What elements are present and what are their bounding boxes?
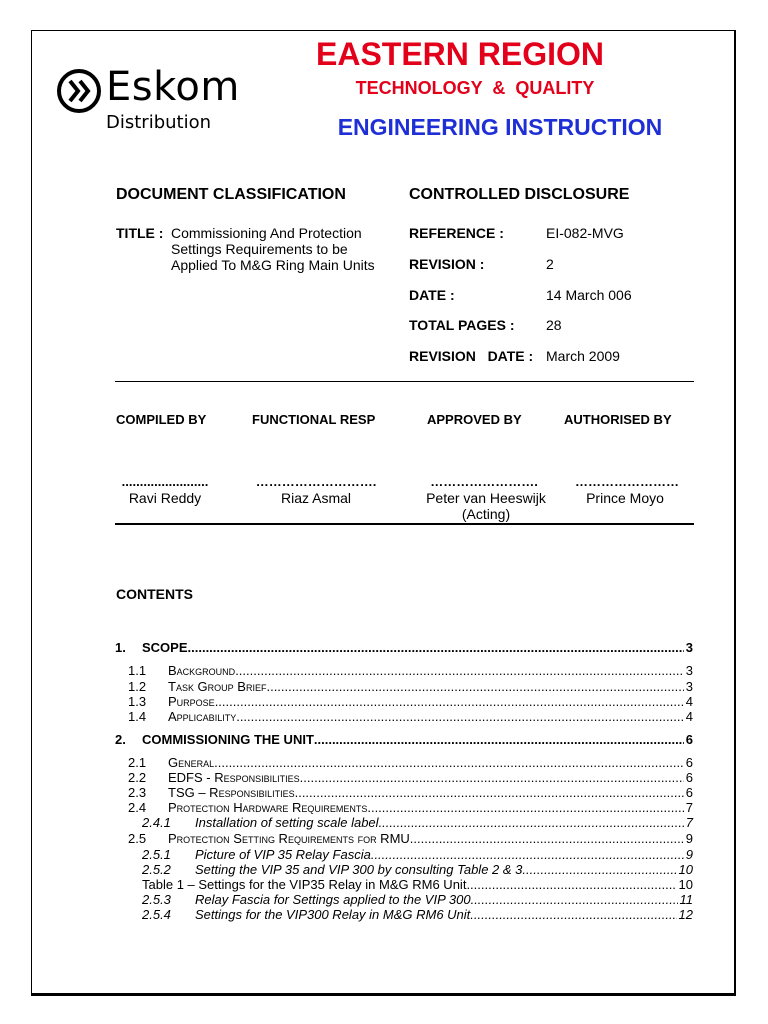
toc-leader-dots [367, 801, 683, 815]
toc-leader-dots [410, 832, 684, 846]
toc-item-title: EDFS - Responsibilities [168, 770, 300, 785]
toc-item-page: 7 [685, 815, 693, 830]
classification-label: DOCUMENT CLASSIFICATION [116, 186, 346, 203]
title-line-2: Settings Requirements to be [171, 241, 348, 257]
toc-item[interactable] [128, 801, 693, 815]
toc-item-title: Protection Setting Requirements for RMU [168, 831, 410, 846]
toc-item[interactable] [128, 695, 693, 709]
toc-item-title: Background [168, 663, 236, 678]
toc-item-page: 6 [685, 732, 693, 747]
toc-item-number: 1.3 [128, 694, 147, 709]
toc-item-page: 3 [685, 679, 693, 694]
region-title: EASTERN REGION [315, 36, 605, 72]
toc-item[interactable] [128, 710, 693, 724]
toc-leader-dots [295, 786, 684, 800]
toc-leader-dots [300, 771, 684, 785]
toc-item-page: 6 [685, 770, 693, 785]
revision-date-value: March 2009 [546, 348, 620, 364]
toc-item-number: 2.5.2 [142, 862, 171, 877]
toc-leader-dots [470, 908, 676, 922]
toc-item-page: 6 [685, 785, 693, 800]
toc-leader-dots [188, 641, 684, 655]
toc-item[interactable] [115, 733, 693, 747]
toc-item[interactable] [142, 848, 693, 862]
toc-item-number: 2.5.1 [142, 847, 171, 862]
title-label: TITLE : [116, 225, 164, 241]
toc-item[interactable] [115, 641, 693, 655]
toc-item-title: SCOPE [142, 640, 188, 655]
toc-item[interactable] [142, 878, 693, 892]
toc-item-title: Picture of VIP 35 Relay Fascia [195, 847, 371, 862]
toc-item-title: COMMISSIONING THE UNIT [142, 732, 314, 747]
date-value: 14 March 006 [546, 287, 632, 303]
toc-item-number: 2. [115, 732, 126, 747]
approved-by-note: (Acting) [461, 506, 511, 522]
toc-item-title: Purpose [168, 694, 215, 709]
toc-leader-dots [214, 756, 684, 770]
revision-label: REVISION : [409, 256, 485, 272]
toc-item-page: 4 [685, 709, 693, 724]
functional-resp-label: FUNCTIONAL RESP [252, 412, 376, 427]
title-line-1: Commissioning And Protection [171, 225, 362, 241]
divider-bottom [115, 523, 694, 525]
toc-item-title: Task Group Brief [168, 679, 267, 694]
toc-item-number: 2.4 [128, 800, 147, 815]
toc-item-number: 2.5.4 [142, 907, 171, 922]
toc-item[interactable] [128, 680, 693, 694]
toc-item-title: Settings for the VIP300 Relay in M&G RM6 Unit [195, 907, 471, 922]
toc-item-page: 10 [678, 877, 693, 892]
toc-item[interactable] [142, 893, 693, 907]
toc-item-number: 2.5.3 [142, 892, 171, 907]
toc-item-page: 7 [685, 800, 693, 815]
toc-item-page: 11 [679, 892, 693, 907]
reference-value: EI-082-MVG [546, 225, 624, 241]
revision-date-label: REVISION DATE : [409, 348, 534, 364]
toc-item[interactable] [128, 832, 693, 846]
approved-by-name: Peter van Heeswijk [426, 490, 546, 506]
logo-wordmark: Eskom [106, 64, 240, 110]
toc-item-title: TSG – Responsibilities [168, 785, 295, 800]
toc-leader-dots [371, 848, 684, 862]
functional-resp-signature-line: ………………………. [255, 474, 377, 489]
classification-value: CONTROLLED DISCLOSURE [409, 186, 630, 203]
toc-item-page: 12 [678, 907, 693, 922]
toc-item-title: Table 1 – Settings for the VIP35 Relay in M&G RM6 Unit [142, 877, 467, 892]
toc-item-title: Installation of setting scale label [195, 815, 379, 830]
toc-item[interactable] [128, 771, 693, 785]
toc-item-title: Setting the VIP 35 and VIP 300 by consulting Table 2 & 3 [195, 862, 523, 877]
total-pages-label: TOTAL PAGES : [409, 317, 515, 333]
toc-item[interactable] [142, 908, 693, 922]
technology-quality-subtitle: TECHNOLOGY & QUALITY [355, 78, 595, 98]
engineering-instruction-title: ENGINEERING INSTRUCTION [337, 114, 663, 140]
toc-item-number: 2.2 [128, 770, 147, 785]
toc-leader-dots [236, 710, 684, 724]
toc-item-page: 9 [685, 847, 693, 862]
toc-item[interactable] [128, 786, 693, 800]
toc-item-number: 1.4 [128, 709, 147, 724]
eskom-logo [56, 62, 256, 142]
toc-item-page: 3 [685, 640, 693, 655]
toc-item-number: 2.4.1 [142, 815, 171, 830]
toc-leader-dots [522, 863, 676, 877]
functional-resp-name: Riaz Asmal [280, 490, 352, 506]
toc-item[interactable] [142, 863, 693, 877]
eskom-emblem-icon [56, 68, 102, 114]
divider-top [115, 381, 694, 382]
toc-leader-dots [471, 893, 678, 907]
toc-leader-dots [235, 664, 684, 678]
toc-leader-dots [266, 680, 683, 694]
compiled-by-name: Ravi Reddy [128, 490, 202, 506]
toc-item-number: 2.3 [128, 785, 147, 800]
toc-item-page: 3 [685, 663, 693, 678]
total-pages-value: 28 [546, 317, 562, 333]
authorised-by-signature-line: …………………… [575, 474, 679, 489]
approved-by-signature-line: ……………………. [430, 474, 538, 489]
toc-item-title: Relay Fascia for Settings applied to the VIP 300 [195, 892, 471, 907]
toc-item-title: General [168, 755, 215, 770]
reference-label: REFERENCE : [409, 225, 504, 241]
compiled-by-label: COMPILED BY [116, 412, 207, 427]
authorised-by-name: Prince Moyo [586, 490, 664, 506]
toc-item[interactable] [128, 756, 693, 770]
approved-by-label: APPROVED BY [427, 412, 522, 427]
toc-item-number: 1.1 [128, 663, 147, 678]
toc-leader-dots [379, 816, 684, 830]
toc-item-title: Protection Hardware Requirements [168, 800, 368, 815]
compiled-by-signature-line: ........................ [121, 474, 209, 489]
toc-leader-dots [314, 733, 684, 747]
toc-item-page: 10 [678, 862, 693, 877]
toc-item-number: 1. [115, 640, 126, 655]
toc-leader-dots [466, 878, 676, 892]
toc-item-number: 1.2 [128, 679, 147, 694]
toc-item-title: Applicability [168, 709, 237, 724]
toc-item-number: 2.1 [128, 755, 147, 770]
toc-item[interactable] [142, 816, 693, 830]
logo-subtitle: Distribution [106, 112, 212, 133]
toc-item-page: 9 [685, 831, 693, 846]
toc-leader-dots [215, 695, 684, 709]
toc-item-page: 6 [685, 755, 693, 770]
toc-item-number: 2.5 [128, 831, 147, 846]
authorised-by-label: AUTHORISED BY [564, 412, 672, 427]
date-label: DATE : [409, 287, 455, 303]
title-line-3: Applied To M&G Ring Main Units [171, 257, 375, 273]
toc-item-page: 4 [685, 694, 693, 709]
toc-item[interactable] [128, 664, 693, 678]
revision-value: 2 [546, 256, 554, 272]
contents-heading: CONTENTS [116, 586, 193, 602]
